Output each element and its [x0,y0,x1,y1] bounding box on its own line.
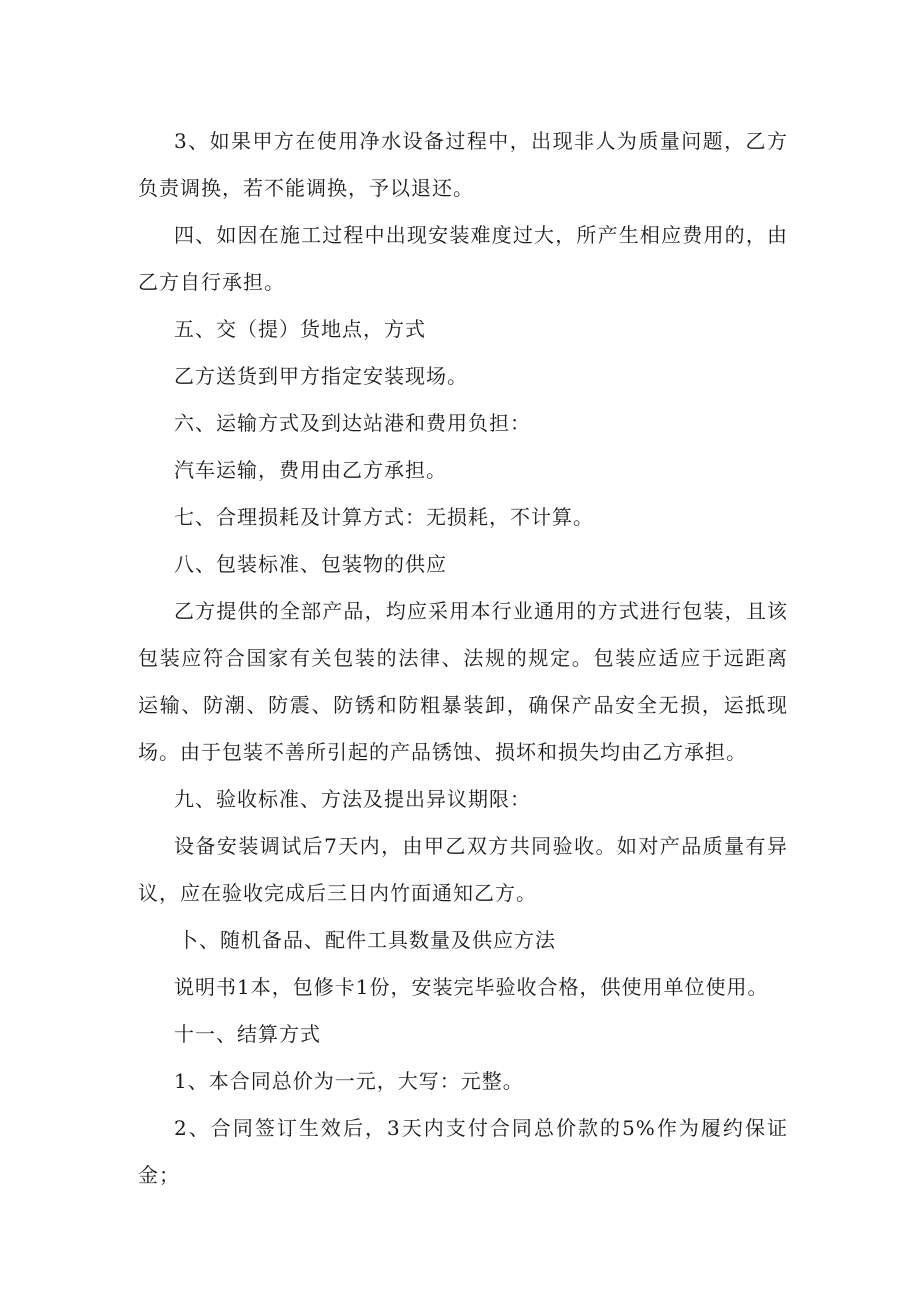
paragraph-clause-3: 3、如果甲方在使用净水设备过程中，出现非人为质量问题，乙方负责调换，若不能调换，予以退还。 [138,129,788,200]
heading-section-6: 六、运输方式及到达站港和费用负担： [174,411,531,435]
paragraph-delivery: 乙方送货到甲方指定安装现场。 [174,364,468,388]
paragraph-acceptance: 设备安装调试后7天内，由甲乙双方共同验收。如对产品质量有异议，应在验收完成后三日内竹面通知乙方。 [138,834,788,905]
heading-section-9: 九、验收标准、方法及提出异议期限： [174,787,531,811]
heading-section-8: 八、包装标准、包装物的供应 [174,552,447,576]
document-body [138,118,788,1199]
heading-section-10: 卜、随机备品、配件工具数量及供应方法 [178,928,556,952]
heading-section-11: 十一、结算方式 [174,1022,321,1046]
paragraph-packaging: 乙方提供的全部产品，均应采用本行业通用的方式进行包装，且该包装应符合国家有关包装的法律、法规的规定。包装应适应于远距离运输、防潮、防震、防锈和防粗暴装卸，确保产品安全无损，运抵现场。由于包装不善所引起的产品锈蚀、损坏和损失均由乙方承担。 [138,599,788,764]
paragraph-settlement-2: 2、合同签订生效后，3天内支付合同总价款的5%作为履约保证金； [138,1116,788,1187]
paragraph-section-4: 四、如因在施工过程中出现安装难度过大，所产生相应费用的，由乙方自行承担。 [138,223,788,294]
heading-section-7: 七、合理损耗及计算方式：无损耗，不计算。 [174,505,594,529]
paragraph-settlement-1: 1、本合同总价为一元，大写：元整。 [174,1069,524,1093]
paragraph-accessories: 说明书1本，包修卡1份，安装完毕验收合格，供使用单位使用。 [174,975,769,999]
heading-section-5: 五、交（提）货地点，方式 [174,317,426,341]
paragraph-transport: 汽车运输，费用由乙方承担。 [174,458,447,482]
